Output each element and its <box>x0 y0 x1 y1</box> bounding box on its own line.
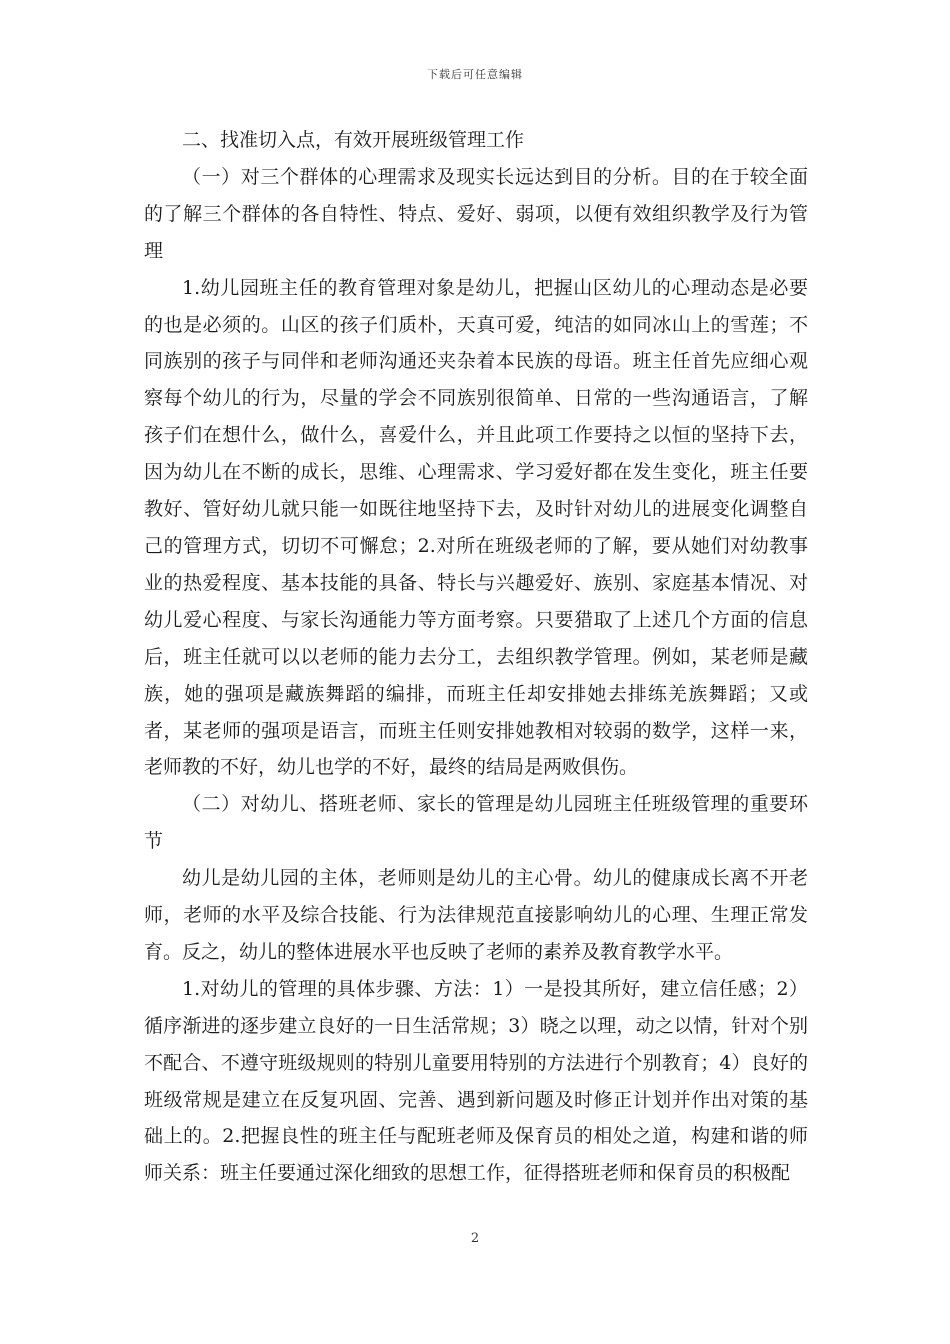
page-header-note: 下载后可任意编辑 <box>427 68 523 81</box>
subsection-heading-1: （一）对三个群体的心理需求及现实长远达到目的分析。目的在于较全面的了解三个群体的各自特性、特点、爱好、弱项，以便有效组织教学及行为管理 <box>144 165 808 262</box>
subsection-heading-2: （二）对幼儿、搭班老师、家长的管理是幼儿园班主任班级管理的重要环节 <box>144 793 808 853</box>
body-paragraph-2: 幼儿是幼儿园的主体，老师则是幼儿的主心骨。幼儿的健康成长离不开老师，老师的水平及综合技能、行为法律规范直接影响幼儿的心理、生理正常发育。反之，幼儿的整体进展水平也反映了老师的素养及教育教学水平。 <box>144 867 808 963</box>
section-heading: 二、找准切入点，有效开展班级管理工作 <box>182 129 525 151</box>
page-number: 2 <box>470 1231 480 1246</box>
body-paragraph-1: 1.幼儿园班主任的教育管理对象是幼儿，把握山区幼儿的心理动态是必要的也是必须的。山区的孩子们质朴，天真可爱，纯洁的如同冰山上的雪莲；不同族别的孩子与同伴和老师沟通还夹杂着本民族的母语。班主任首先应细心观察每个幼儿的行为，尽量的学会不同族别很简单、日常的一些沟通语言，了解孩子们在想什么，做什么，喜爱什么，并且此项工作要持之以恒的坚持下去，因为幼儿在不断的成长，思维、心理需求、学习爱好都在发生变化，班主任要教好、管好幼儿就只能一如既往地坚持下去，及时针对幼儿的进展变化调整自己的管理方式，切切不可懈怠；2.对所在班级老师的了解，要从她们对幼教事业的热爱程度、基本技能的具备、特长与兴趣爱好、族别、家庭基本情况、对幼儿爱心程度、与家长沟通能力等方面考察。只要猎取了上述几个方面的信息后，班主任就可以以老师的能力去分工，去组织教学管理。例如，某老师是藏族，她的强项是藏族舞蹈的编排，而班主任却安排她去排练羌族舞蹈；又或者，某老师的强项是语言，而班主任则安排她教相对较弱的数学，这样一来，老师教的不好，幼儿也学的不好，最终的结局是两败俱伤。 <box>144 276 808 779</box>
body-paragraph-3: 1.对幼儿的管理的具体步骤、方法：1）一是投其所好，建立信任感；2）循序渐进的逐步建立良好的一日生活常规；3）晓之以理，动之以情，针对个别不配合、不遵守班级规则的特别儿童要用特别的方法进行个别教育；4）良好的班级常规是建立在反复巩固、完善、遇到新问题及时修正计划并作出对策的基础上的。2.把握良性的班主任与配班老师及保育员的相处之道，构建和谐的师师关系：班主任要通过深化细致的思想工作，征得搭班老师和保育员的积极配 <box>144 977 808 1185</box>
document-body <box>144 122 808 1192</box>
